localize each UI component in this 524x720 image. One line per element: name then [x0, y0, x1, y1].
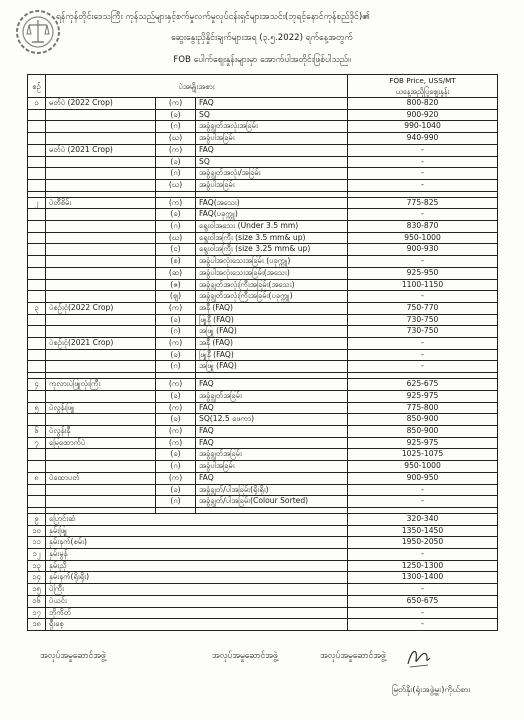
row-code: (ခ) [156, 349, 196, 361]
row-number [28, 349, 46, 361]
table-row [28, 390, 498, 402]
row-code: (က) [156, 144, 196, 156]
row-number: ၁၃ [28, 560, 46, 572]
row-commodity [46, 291, 156, 303]
row-commodity: ဘိုကိတ် [46, 607, 348, 619]
row-code: (ဃ) [156, 133, 196, 145]
table-row [28, 133, 498, 145]
row-code: (ခ) [156, 209, 196, 221]
row-commodity [46, 209, 156, 221]
table-row [28, 572, 498, 584]
signature-label-2: အလုပ်အမှုဆောင်အဖွဲ့ [212, 650, 278, 660]
table-row [28, 267, 498, 279]
row-grade: အခွံချွတ်အလုံးကြီးအခြမ်း(အသေး) [196, 279, 348, 291]
row-commodity [46, 156, 156, 168]
row-grade: အခွံချွတ်အလုံးအခြမ်း [196, 121, 348, 133]
table-row [28, 607, 498, 619]
table-row [28, 472, 498, 484]
table-row [28, 349, 498, 361]
row-commodity: ပဲလွန်းဖြူ [46, 402, 156, 414]
row-price: - [348, 256, 498, 268]
table-row [28, 232, 498, 244]
row-commodity [46, 461, 156, 473]
row-code: (က) [156, 472, 196, 484]
table-row [28, 595, 498, 607]
row-commodity: မြေထောက်ပဲ [46, 437, 156, 449]
row-commodity: ပဲလွန်းနီ [46, 425, 156, 437]
row-number: ၈ [28, 472, 46, 484]
row-code: (ဂ) [156, 496, 196, 508]
row-commodity [46, 121, 156, 133]
row-number [28, 496, 46, 508]
row-commodity [46, 267, 156, 279]
table-row [28, 197, 498, 209]
row-price: 925-975 [348, 437, 498, 449]
row-number [28, 244, 46, 256]
signatory-name: မြတ်နိုး(ရုံးအဖွဲ့မှူး)ကိုယ်စား [392, 684, 471, 694]
row-commodity: နှမ်းနက်(စမ်း) [46, 537, 348, 549]
table-row [28, 144, 498, 156]
row-grade: FAQ [196, 144, 348, 156]
row-price: 900-920 [348, 109, 498, 121]
row-grade: အခွံချွတ်/ပါအခြမ်း(ရိုးရိုး) [196, 484, 348, 496]
table-row [28, 338, 498, 350]
row-number [28, 361, 46, 373]
row-number [28, 484, 46, 496]
row-number [28, 449, 46, 461]
row-commodity: ပဲထောပတ် [46, 472, 156, 484]
row-code: (စ) [156, 256, 196, 268]
row-commodity: ပဲတီစိမ်း [46, 197, 156, 209]
row-price: - [348, 209, 498, 221]
row-grade: အခွံပါအခြမ်း [196, 133, 348, 145]
row-grade: အနီ (FAQ) [196, 338, 348, 350]
row-number [28, 256, 46, 268]
row-commodity: နှမ်းနက်(ရိုးရိုး) [46, 572, 348, 584]
row-grade: ရွေးဝါအကြီး (size 3.25 mm& up) [196, 244, 348, 256]
row-number: ၁၆ [28, 595, 46, 607]
row-commodity [46, 496, 156, 508]
row-grade: SQ [196, 156, 348, 168]
table-row [28, 109, 498, 121]
row-commodity [46, 244, 156, 256]
row-commodity [46, 414, 156, 426]
row-grade: FAQ(အသေး) [196, 197, 348, 209]
row-grade: FAQ [196, 402, 348, 414]
table-row [28, 496, 498, 508]
row-number: ၄ [28, 379, 46, 391]
row-commodity: နှမ်းမွန် [46, 549, 348, 561]
row-price: - [348, 144, 498, 156]
row-grade: အခွံချွတ်အခြမ်း [196, 390, 348, 402]
row-code: (က) [156, 437, 196, 449]
table-row [28, 244, 498, 256]
row-grade: FAQ [196, 472, 348, 484]
row-code: (ဂ) [156, 326, 196, 338]
row-price: - [348, 349, 498, 361]
row-price: - [348, 179, 498, 191]
row-price: 830-870 [348, 221, 498, 233]
row-commodity: ပဲစဉ်းငုံ(2021 Crop) [46, 338, 156, 350]
table-row [28, 291, 498, 303]
row-code: (ဂ) [156, 168, 196, 180]
table-row [28, 156, 498, 168]
row-price: 900-930 [348, 244, 498, 256]
row-code: (က) [156, 98, 196, 110]
row-code: (က) [156, 302, 196, 314]
row-price: 925-950 [348, 267, 498, 279]
row-price: - [348, 584, 498, 596]
row-price: - [348, 549, 498, 561]
signature-label-3: အလုပ်အမှုဆောင်အဖွဲ့ [320, 650, 386, 660]
row-price: 1100-1150 [348, 279, 498, 291]
row-number [28, 279, 46, 291]
row-grade: အခွံချွတ်/ပါအခြမ်း(Colour Sorted) [196, 496, 348, 508]
row-commodity: ပဲကြီး [46, 584, 348, 596]
table-row [28, 525, 498, 537]
row-commodity [46, 256, 156, 268]
table-row [28, 221, 498, 233]
row-number: ၁၇ [28, 607, 46, 619]
row-number: ၁ [28, 98, 46, 110]
row-grade: အဖြူ (FAQ) [196, 326, 348, 338]
header-title: ရန်ကုန်တိုင်းဒေသကြီး ကုန်သည်များနှင့်စက်မှုလက်မှုလုပ်ငန်းရှင်များအသင်း(ဘုရင့်နောင်ကုန်စည်ဒိုင်)၏ [56, 12, 370, 22]
row-code: (ဂ) [156, 121, 196, 133]
row-price: 850-900 [348, 425, 498, 437]
row-number: ၅ [28, 402, 46, 414]
row-price: 650-675 [348, 595, 498, 607]
row-code: (က) [156, 197, 196, 209]
row-price: 940-990 [348, 133, 498, 145]
row-price: 775-825 [348, 197, 498, 209]
row-price: 320-340 [348, 513, 498, 525]
row-number [28, 314, 46, 326]
table-row [28, 513, 498, 525]
row-code: (ဂ) [156, 221, 196, 233]
row-number: ၇ [28, 437, 46, 449]
row-code: (ဈ) [156, 291, 196, 303]
row-commodity: ပဲယင်း [46, 595, 348, 607]
header-note: FOB ပေါက်ဈေးနှုန်းများမှာ အောက်ပါအတိုင်းဖြစ်ပါသည်။ [173, 55, 351, 65]
row-price: - [348, 619, 498, 631]
row-price: - [348, 607, 498, 619]
table-row [28, 314, 498, 326]
table-row [28, 326, 498, 338]
row-code: (ဃ) [156, 179, 196, 191]
row-code: (ခ) [156, 156, 196, 168]
row-number [28, 338, 46, 350]
row-number: ၉ [28, 513, 46, 525]
row-price: - [348, 156, 498, 168]
table-row [28, 437, 498, 449]
row-code: (ခ) [156, 414, 196, 426]
row-number [28, 168, 46, 180]
row-number: ၂ [28, 197, 46, 209]
row-commodity: နှမ်းညို [46, 560, 348, 572]
col-header-no: စဉ် [28, 75, 46, 98]
row-grade: အဖြူ (FAQ) [196, 361, 348, 373]
handwritten-signature-icon [404, 642, 434, 672]
row-price: 625-675 [348, 379, 498, 391]
row-number [28, 179, 46, 191]
row-price: 1250-1300 [348, 560, 498, 572]
row-price: 750-770 [348, 302, 498, 314]
row-price: 1300-1400 [348, 572, 498, 584]
row-number [28, 133, 46, 145]
row-number [28, 221, 46, 233]
table-row [28, 98, 498, 110]
table-row [28, 537, 498, 549]
table-row [28, 302, 498, 314]
row-code: (ခ) [156, 484, 196, 496]
row-commodity [46, 179, 156, 191]
row-code: (ဃ) [156, 232, 196, 244]
col-header-type: ပဲအမျိုးအစား [46, 75, 348, 98]
row-grade: ဖြူနီ (FAQ) [196, 314, 348, 326]
row-number [28, 291, 46, 303]
table-row [28, 279, 498, 291]
row-commodity: ကုလားပဲဖြူလုံးကြီး [46, 379, 156, 391]
row-number [28, 121, 46, 133]
row-commodity [46, 484, 156, 496]
row-code: (ဂ) [156, 361, 196, 373]
row-commodity [46, 390, 156, 402]
row-grade: အခွံပါအလုံးသေးအခြမ်း (ပခုက္ကူ) [196, 256, 348, 268]
row-grade: FAQ [196, 437, 348, 449]
row-commodity: မတ်ပဲ (2022 Crop) [46, 98, 156, 110]
row-grade: ရွေးဝါအကြီး (size 3.5 mm& up) [196, 232, 348, 244]
row-price: - [348, 291, 498, 303]
row-code: (ဆ) [156, 267, 196, 279]
row-number: ၁၁ [28, 537, 46, 549]
row-commodity [46, 449, 156, 461]
row-commodity [46, 279, 156, 291]
row-grade: FAQ [196, 98, 348, 110]
row-grade: အနီ (FAQ) [196, 302, 348, 314]
col-header-price-line2: ယနေ့အညှိပြုဈေးနှုန်း [395, 87, 450, 96]
row-grade: FAQ [196, 379, 348, 391]
table-row [28, 560, 498, 572]
row-code: (ခ) [156, 390, 196, 402]
row-grade: အခွံပါအခြမ်း [196, 179, 348, 191]
row-commodity [46, 361, 156, 373]
row-price: 950-1000 [348, 232, 498, 244]
row-number [28, 209, 46, 221]
row-number [28, 390, 46, 402]
row-number: ၁၈ [28, 619, 46, 631]
table-row [28, 414, 498, 426]
row-price: 850-900 [348, 414, 498, 426]
row-grade: အခွံချွတ်အခြမ်း [196, 449, 348, 461]
row-number: ၁၅ [28, 584, 46, 596]
row-grade: အခွံချွတ်အလုံး/အခြမ်း [196, 168, 348, 180]
row-grade: FAQ(ပခုက္ကူ) [196, 209, 348, 221]
price-table [27, 74, 498, 631]
row-price: 775-800 [348, 402, 498, 414]
table-row [28, 584, 498, 596]
row-number: ၁၀ [28, 525, 46, 537]
association-emblem-icon [14, 8, 62, 56]
row-number: ၁၂ [28, 549, 46, 561]
row-number [28, 414, 46, 426]
col-header-price-line1: FOB Price, USS/MT [389, 76, 456, 85]
row-commodity [46, 221, 156, 233]
row-number [28, 326, 46, 338]
table-row [28, 484, 498, 496]
row-price: - [348, 361, 498, 373]
table-row [28, 449, 498, 461]
row-price: - [348, 496, 498, 508]
row-grade: အခွံပါအလုံးသေးအခြမ်း(အသေး) [196, 267, 348, 279]
row-commodity [46, 232, 156, 244]
table-row [28, 168, 498, 180]
row-number: ၃ [28, 302, 46, 314]
row-code: (က) [156, 402, 196, 414]
row-price: 990-1040 [348, 121, 498, 133]
row-grade: အခွံပါအခြမ်း [196, 461, 348, 473]
row-number [28, 267, 46, 279]
row-grade: FAQ [196, 425, 348, 437]
row-code: (ခ) [156, 314, 196, 326]
row-number [28, 461, 46, 473]
row-commodity [46, 109, 156, 121]
row-commodity: မတ်ပဲ (2021 Crop) [46, 144, 156, 156]
row-number: ၁၄ [28, 572, 46, 584]
row-price: 800-820 [348, 98, 498, 110]
row-number [28, 144, 46, 156]
row-code: (ခ) [156, 449, 196, 461]
header-subtitle: ဆွေးနွေးညှိနှိုင်းချက်များအရ (၃.၅.2022) ရက်နေ့အတွက် [171, 33, 353, 43]
row-price: 1350-1450 [348, 525, 498, 537]
row-price: - [348, 168, 498, 180]
row-price: - [348, 338, 498, 350]
row-price: 730-750 [348, 326, 498, 338]
row-grade: ရွေးဝါအသေး (Under 3.5 mm) [196, 221, 348, 233]
row-commodity [46, 349, 156, 361]
table-row [28, 361, 498, 373]
row-number [28, 232, 46, 244]
row-commodity: နှမ်းဖြူ [46, 525, 348, 537]
row-code: (က) [156, 425, 196, 437]
row-code: (က) [156, 379, 196, 391]
row-price: 925-975 [348, 390, 498, 402]
table-row [28, 179, 498, 191]
row-price: 950-1000 [348, 461, 498, 473]
row-grade: အခွံချွတ်အလုံးကြီးအခြမ်း(ပခုက္ကူ) [196, 291, 348, 303]
row-number [28, 109, 46, 121]
price-table-body [28, 98, 498, 631]
row-commodity: ပြောင်းဆံ [46, 513, 348, 525]
table-row [28, 461, 498, 473]
table-row [28, 549, 498, 561]
table-row [28, 256, 498, 268]
row-commodity [46, 168, 156, 180]
row-price: 900-950 [348, 472, 498, 484]
row-grade: SQ [196, 109, 348, 121]
table-row [28, 425, 498, 437]
row-grade: ဖြူနီ (FAQ) [196, 349, 348, 361]
table-row [28, 379, 498, 391]
row-commodity: ပဲစဉ်းငုံ(2022 Crop) [46, 302, 156, 314]
row-price: 730-750 [348, 314, 498, 326]
table-header-row [28, 75, 498, 98]
row-commodity [46, 326, 156, 338]
row-code: (ဂ) [156, 461, 196, 473]
row-commodity [46, 133, 156, 145]
row-code: (င) [156, 244, 196, 256]
row-price: - [348, 484, 498, 496]
row-price: 1950-2050 [348, 537, 498, 549]
row-price: 1025-1075 [348, 449, 498, 461]
row-code: (ဇ) [156, 279, 196, 291]
row-number: ၆ [28, 425, 46, 437]
col-header-price [348, 75, 498, 98]
table-row [28, 619, 498, 631]
table-row [28, 121, 498, 133]
row-code: (က) [156, 338, 196, 350]
signature-label-1: အလုပ်အမှုဆောင်အဖွဲ့ [40, 650, 106, 660]
row-commodity: ရှီးစေ့ [46, 619, 348, 631]
row-code: (ခ) [156, 109, 196, 121]
row-grade: SQ(12.5 ဖေကာ) [196, 414, 348, 426]
table-row [28, 402, 498, 414]
table-row [28, 209, 498, 221]
row-number [28, 156, 46, 168]
row-commodity [46, 314, 156, 326]
